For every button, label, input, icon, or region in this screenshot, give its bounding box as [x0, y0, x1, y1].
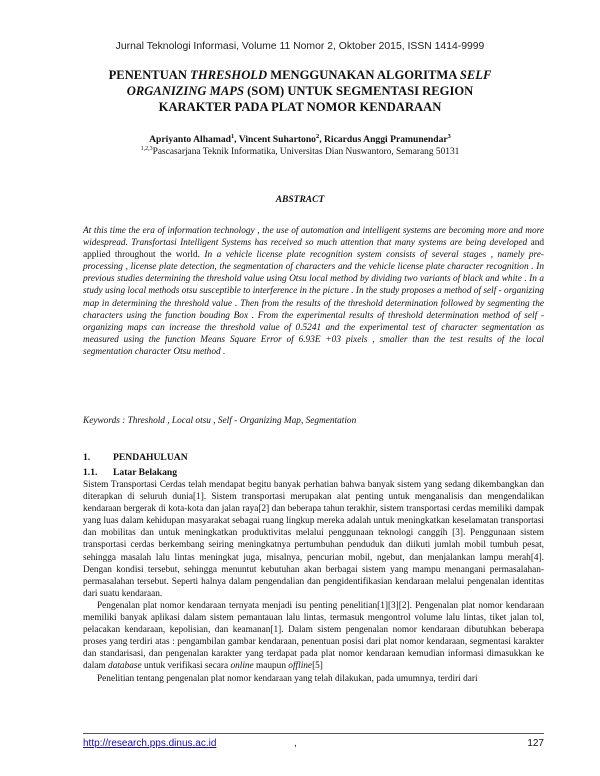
title-text-italic: ORGANIZING MAPS	[126, 84, 244, 98]
author-list	[0, 133, 600, 145]
body-paragraph-1: Sistem Transportasi Cerdas telah mendapat begitu banyak perhatian bahwa banyak sistem yang sedang dikembangkan dan diterapkan di seluruh dunia[1]. Sistem transportasi merupakan alat penting untuk menganalisis dan mengendalikan kendaraan bergerak di kota-kota dan jalan raya[2] dan beberapa tahun terakhir, sistem transportasi cerdas memiliki dampak yang luas dalam kehidupan masyarakat sebagai ruang lingkup mereka adalah untuk meningkatkan keselamatan transportasi dan mobilitas dan untuk meningkatkan produktivitas melalui penggunaan teknologi canggih [3]. Penggunaan sistem transportasi cerdas berkembang seiring meningkatnya pertumbuhan penduduk dan diikuti jumlah mobil tumbuh pesat, sehingga masalah lalu lintas meningkat juga, misalnya, pencurian mobil, ngebut, dan menjalankan lampu merah[4]. Dengan kondisi tersebut, sehingga menuntut kebutuhan akan berbagai sistem yang mampu menangani permasalahan-permasalahan tersebut. Seperti halnya dalam pengendalian dan pengidentifikasian kendaraan melalui pengenalan identitas dari suatu kendaraan.	[83, 480, 544, 599]
keywords: Keywords : Threshold , Local otsu , Self - Organizing Map, Segmentation	[83, 416, 357, 426]
section-title: PENDAHULUAN	[113, 452, 188, 463]
title-line-1	[70, 67, 530, 83]
body-text-italic: online	[230, 661, 254, 672]
subsection-number: 1.1.	[83, 467, 98, 478]
title-line-3: KARAKTER PADA PLAT NOMOR KENDARAAN	[158, 100, 442, 114]
title-text: PENENTUAN	[108, 68, 191, 82]
body-text-span: untuk verifikasi secara	[141, 661, 231, 672]
author-name: Apriyanto Alhamad	[149, 134, 231, 146]
title-text-italic: SELF	[459, 68, 492, 82]
section-heading	[83, 452, 188, 463]
affiliation	[0, 146, 600, 157]
footer-divider	[83, 733, 544, 734]
title-text: MENGGUNAKAN ALGORITMA	[267, 68, 460, 82]
body-text-italic: offline	[288, 661, 313, 672]
title-text-italic: THRESHOLD	[190, 68, 268, 82]
abstract-part-upright: and applied throughout the world.	[83, 238, 544, 261]
subsection-title: Latar Belakang	[113, 467, 178, 478]
journal-header: Jurnal Teknologi Informasi, Volume 11 Nomor 2, Oktober 2015, ISSN 1414-9999	[115, 41, 485, 52]
body-text-italic: database	[108, 661, 142, 672]
title-text: (SOM) UNTUK SEGMENTASI REGION	[243, 84, 474, 98]
abstract-heading: ABSTRACT	[275, 195, 325, 205]
paper-title	[70, 67, 530, 115]
body-text-span: Pengenalan plat nomor kendaraan ternyata menjadi isu penting penelitian[1][3][2]. Pengenalan plat nomor kendaraan memiliki banyak aplikasi dalam sistem pemantauan lalu lintas, termasuk mengontrol volume lalu lintas, tiket jalan tol, pelacakan kendaraan, kepolisian, dan keamanan[1]. Dalam sistem pengenalan nomor kendaraan dibutuhkan beberapa proses yang terdiri atas : pengambilan gambar kendaraan, penentuan posisi dari plat nomor kendaraan, segmentasi karakter dan standarisasi, dan pengenalan karakter yang terdapat pada plat nomor kendaraan kemudian informasi dimasukkan ke dalam	[83, 600, 544, 672]
affiliation-text: Pascasarjana Teknik Informatika, Universitas Dian Nuswantoro, Semarang 50131	[152, 147, 460, 158]
affiliation-sup: 1,2,3	[140, 146, 153, 152]
author-sup: 3	[447, 133, 451, 140]
abstract-part: In a vehicle license plate recognition system consists of several stages , namely pre-processing , license plate detection, the segmentation of characters and the vehicle license plate character recognition . In previous studies determining the threshold value using Otsu local method by dividing two variants of black and white . In a study using local methods otsu susceptible to interference in the picture . In the study proposes a method of self - organizing map in determining the threshold value . Then from the results of the threshold determination followed by segmenting the characters using the function bouding Box . From the experimental results of threshold determination method of self - organizing maps can increase the threshold value of 0.5241 and the experimental test of character segmentation as measured using the function Means Square Error of 6.93E +03 pixels , smaller than the test results of the local segmentation character Otsu method .	[83, 250, 544, 357]
title-line-2	[70, 83, 530, 99]
author-name: , Vincent Suhartono	[234, 134, 316, 146]
abstract-text	[83, 225, 544, 358]
body-text-span: [5]	[312, 661, 323, 672]
body-text	[83, 479, 544, 685]
author-name: , Ricardus Anggi Pramunendar	[319, 134, 448, 146]
abstract-part: At this time the era of information technology , the use of automation and intelligent systems are becoming more and more widespread. Transfortasi Intelligent Systems has received so much attention that many systems are being developed	[83, 226, 544, 249]
author-sup: 2	[315, 133, 320, 140]
body-paragraph-3: Penelitian tentang pengenalan plat nomor kendaraan yang telah dilakukan, pada umumnya, terdiri dari	[97, 673, 478, 684]
footer-url-link[interactable]: http://research.pps.dinus.ac.id	[83, 738, 217, 749]
footer-separator: ,	[294, 738, 297, 749]
author-sup: 1	[230, 133, 235, 140]
page-number: 127	[527, 738, 544, 749]
section-number: 1.	[83, 452, 91, 463]
subsection-heading	[83, 467, 177, 478]
body-paragraph-2	[83, 600, 544, 673]
body-text-span: maupun	[253, 661, 289, 672]
